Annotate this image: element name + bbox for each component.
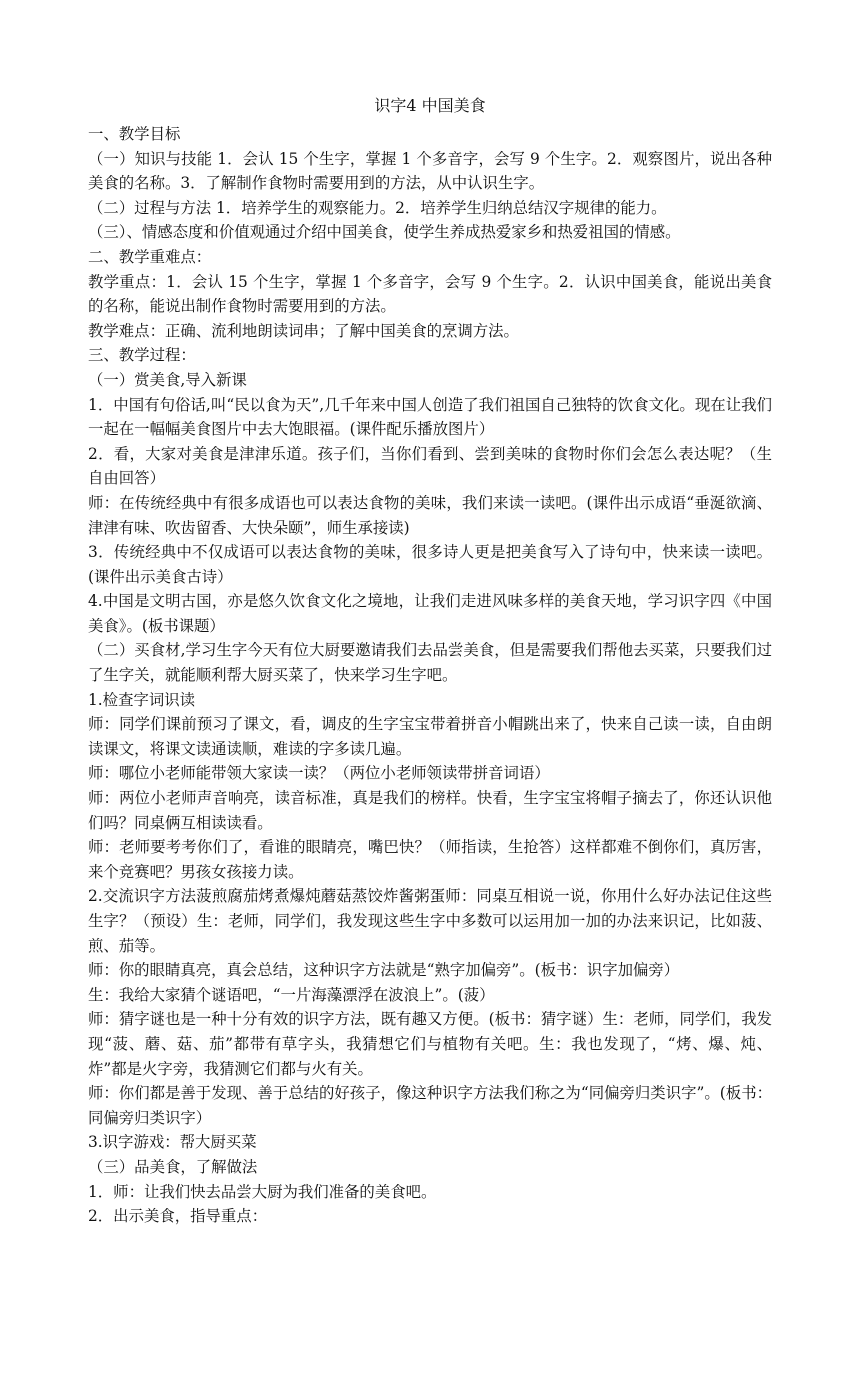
paragraph: 1．中国有句俗话,叫“民以食为天”,几千年来中国人创造了我们祖国自己独特的饮食文化。现在让我们一起在一幅幅美食图片中去大饱眼福。(课件配乐播放图片） [88,395,772,439]
paragraph: （一）知识与技能 1．会认 15 个生字，掌握 1 个多音字，会写 9 个生字。2．观察图片，说出各种美食的名称。3．了解制作食物时需要用到的方法，从中认识生字。 [88,149,772,193]
document-page [88,92,772,1229]
paragraph: 1．师：让我们快去品尝大厨为我们准备的美食吧。 [88,1182,437,1201]
paragraph: 师：哪位小老师能带领大家读一读？（两位小老师领读带拼音词语） [88,764,550,783]
paragraph: 2．出示美食，指导重点： [88,1207,268,1226]
paragraph: 二、教学重难点： [88,247,212,266]
paragraph: 教学重点：1．会认 15 个生字，掌握 1 个多音字，会写 9 个生字。2．认识中国美食，能说出美食的名称，能说出制作食物时需要用到的方法。 [88,272,772,316]
paragraph: 2．看，大家对美食是津津乐道。孩子们，当你们看到、尝到美味的食物时你们会怎么表达呢？（生自由回答） [88,444,772,488]
paragraph: 一、教学目标 [88,125,181,143]
paragraph: 师：猜字谜也是一种十分有效的识字方法，既有趣又方便。(板书：猜字谜）生：老师，同学们，我发现“菠、蘑、菇、茄”都带有草字头，我猜想它们与植物有关吧。生：我也发现了，“烤、爆、炖、炸”都是火字旁，我猜测它们都与火有关。 [88,1010,772,1078]
paragraph: 4.中国是文明古国，亦是悠久饮食文化之境地，让我们走进风味多样的美食天地，学习识字四《中国美食》。(板书课题） [88,592,772,635]
paragraph: （一）赏美食,导入新课 [88,370,247,389]
paragraph: （二）买食材,学习生字今天有位大厨要邀请我们去品尝美食，但是需要我们帮他去买菜，只要我们过了生字关，就能顺利帮大厨买菜了，快来学习生字吧。 [88,641,772,685]
paragraph: （三）、情感态度和价值观通过介绍中国美食，使学生养成热爱家乡和热爱祖国的情感。 [88,223,681,242]
paragraph: 1.检查字词识读 [88,690,196,709]
paragraph: 3．传统经典中不仅成语可以表达食物的美味，很多诗人更是把美食写入了诗句中，快来读一读吧。(课件出示美食古诗） [88,543,772,586]
document-title: 识字4 中国美食 [374,96,486,115]
paragraph: 生：我给大家猜个谜语吧，“一片海藻漂浮在波浪上”。(菠） [88,985,495,1004]
document-body [88,122,772,1229]
paragraph: 师：你的眼睛真亮，真会总结，这种识字方法就是“熟字加偏旁”。(板书：识字加偏旁） [88,961,680,980]
paragraph: 师：在传统经典中有很多成语也可以表达食物的美味，我们来读一读吧。(课件出示成语“垂涎欲滴、津津有味、吹齿留香、大快朵颐”，师生承接读) [88,493,772,537]
paragraph: 师：你们都是善于发现、善于总结的好孩子，像这种识字方法我们称之为“同偏旁归类识字”。(板书：同偏旁归类识字） [88,1084,772,1127]
paragraph: 3.识字游戏：帮大厨买菜 [88,1133,257,1152]
paragraph: 师：同学们课前预习了课文，看，调皮的生字宝宝带着拼音小帽跳出来了，快来自己读一读，自由朗读课文，将课文读通读顺，难读的字多读几遍。 [88,715,772,758]
paragraph: 师：老师要考考你们了，看谁的眼睛亮，嘴巴快？（师指读，生抢答）这样都难不倒你们，真厉害，来个竞赛吧？男孩女孩接力读。 [88,838,772,881]
paragraph: 2.交流识字方法菠煎腐茄烤煮爆炖蘑菇蒸饺炸酱粥蛋师：同桌互相说一说，你用什么好办法记住这些生字？（预设）生：老师，同学们，我发现这些生字中多数可以运用加一加的办法来识记，比如菠、煎、茄等。 [88,887,772,955]
paragraph: （二）过程与方法 1．培养学生的观察能力。2．培养学生归纳总结汉字规律的能力。 [88,198,667,217]
paragraph: 教学难点：正确、流利地朗读词串；了解中国美食的烹调方法。 [88,321,519,340]
paragraph: （三）品美食，了解做法 [88,1157,258,1176]
paragraph: 三、教学过程： [88,346,196,365]
paragraph: 师：两位小老师声音响亮，读音标准，真是我们的榜样。快看，生字宝宝将帽子摘去了，你还认识他们吗？同桌俩互相读读看。 [88,789,772,832]
